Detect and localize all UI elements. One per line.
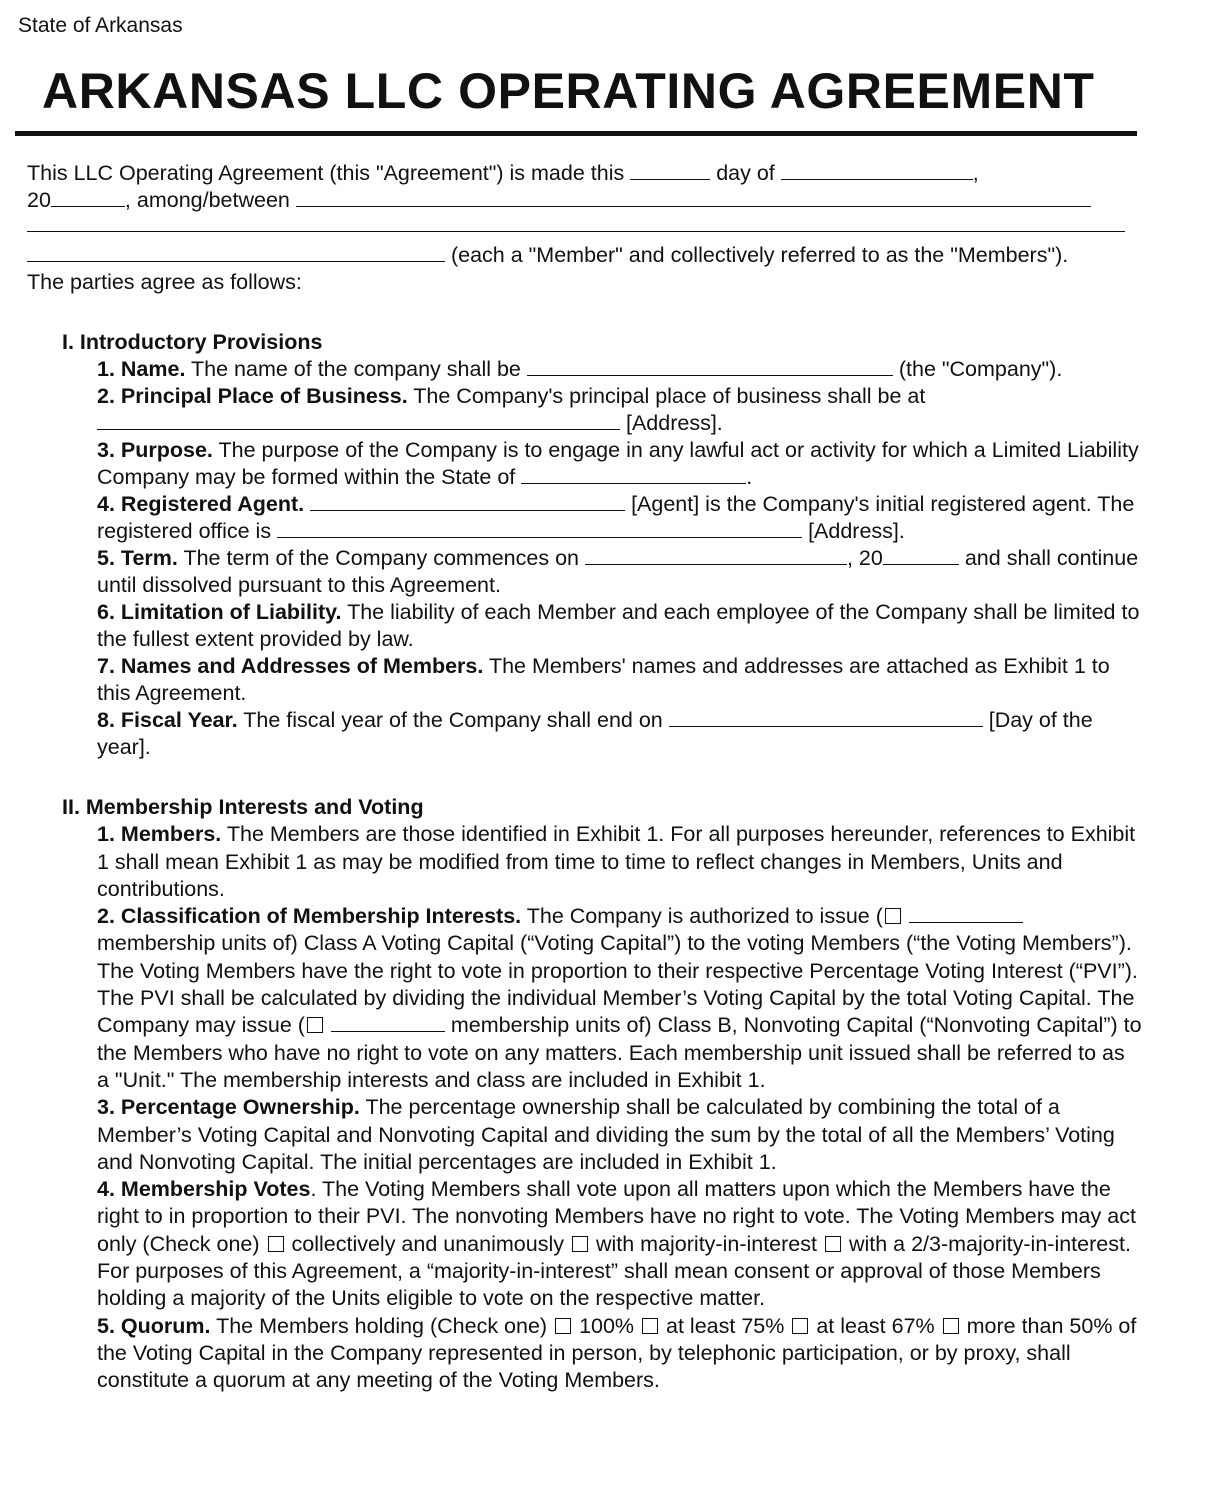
company-name-field[interactable] [527,357,893,376]
option-label: more than 50% of the Voting Capital in the Company represented in person, by telephonic participation, or by proxy, shall constitute a quorum at any meeting of the Voting Members. [97,1313,1137,1393]
checkbox[interactable] [307,1017,323,1033]
item-text: (the "Company"). [898,357,1063,381]
section-heading: II. Membership Interests and Voting [62,795,424,819]
term-year-field[interactable] [883,546,959,565]
state-field[interactable] [521,465,746,484]
state-label: State of Arkansas [18,14,183,37]
item-text: The fiscal year of the Company shall end on [243,708,663,732]
list-item [97,437,1142,491]
checkbox-75[interactable] [642,1318,658,1334]
intro-text: , [972,161,979,185]
class-b-units-field[interactable] [331,1013,445,1032]
item-text: membership units of) Class A Voting Capital (“Voting Capital”) to the voting Members (“the Voting Members”). The Voting Members have the right to vote in proportion to their respective Percentage Voting Interest (“PVI”). The PVI shall be calculated by dividing the individual Member’s Voting Capital by the total Voting Capital. The Company may issue ( [97,931,1138,1038]
item-label: 3. Purpose. [97,438,213,462]
item-label: 1. Members. [97,822,222,847]
business-address-field[interactable] [97,411,620,430]
item-text: The Company's principal place of business shall be at [413,384,926,408]
section-heading: I. Introductory Provisions [62,330,323,354]
list-item [97,599,1142,653]
item-label: 8. Fiscal Year. [97,708,238,732]
list-item [97,1094,1142,1176]
term-date-field[interactable] [585,546,847,565]
intro-text: (each a "Member" and collectively referred to as the "Members"). [450,243,1069,267]
fiscal-year-field[interactable] [669,708,983,727]
item-text: , 20 [846,546,883,570]
option-label: 100% [579,1313,635,1338]
item-text: . [746,465,753,489]
list-item [97,1176,1142,1312]
parties-field-line2[interactable] [27,214,1125,232]
item-text: The term of the Company commences on [183,546,579,570]
section-introductory-provisions [62,329,1142,761]
item-text: The Company is authorized to issue ( [526,904,883,929]
list-item [97,1313,1142,1395]
checkbox-100[interactable] [555,1318,571,1334]
item-text: The Members' names and addresses are attached as Exhibit 1 to this Agreement. [97,654,1110,705]
item-text: [Address]. [625,411,723,435]
year-field[interactable] [51,188,125,207]
item-label: 3. Percentage Ownership. [97,1095,360,1120]
item-text: The purpose of the Company is to engage in any lawful act or activity for which a Limited Liability Company may be formed within the State of [97,438,1139,489]
item-label: 6. Limitation of Liability. [97,600,342,624]
list-item [97,903,1142,1094]
option-label: with a 2/3-majority-in-interest. For purposes of this Agreement, a “majority-in-interest” shall mean consent or approval of those Members holding a majority of the Units eligible to vote on the respective matter. [97,1231,1131,1311]
parties-field[interactable] [296,188,1091,207]
list-item [97,356,1142,383]
section-membership-interests [62,794,1142,1395]
item-text: [Day of the year]. [97,708,1093,759]
option-label: with majority-in-interest [595,1231,817,1256]
intro-text: , among/between [124,188,290,212]
option-label: collectively and unanimously [291,1231,564,1256]
office-address-field[interactable] [277,519,802,538]
intro-text: This LLC Operating Agreement (this "Agreement") is made this [27,161,625,185]
checkbox-majority[interactable] [572,1236,588,1252]
title-rule [15,131,1137,136]
checkbox[interactable] [885,908,901,924]
item-label: 1. Name. [97,357,186,381]
intro-paragraph [27,160,1137,296]
document-title: ARKANSAS LLC OPERATING AGREEMENT [42,63,1095,119]
item-label: 7. Names and Addresses of Members. [97,654,484,678]
list-item [97,383,1142,437]
agent-field[interactable] [310,492,625,511]
list-item [97,545,1142,599]
list-item [97,707,1142,761]
option-label: at least 75% [666,1313,785,1338]
month-field[interactable] [781,161,973,180]
item-label: 4. Registered Agent. [97,492,305,516]
item-label: 5. Term. [97,546,178,570]
item-text: The Members holding (Check one) [216,1313,548,1338]
item-text: [Address]. [808,519,905,543]
item-text: [Agent] is the Company's initial registered agent. The registered office is [97,492,1135,543]
intro-text: The parties agree as follows: [27,270,302,294]
class-a-units-field[interactable] [909,904,1023,923]
checkbox-67[interactable] [792,1318,808,1334]
checkbox-50[interactable] [943,1318,959,1334]
item-text: The percentage ownership shall be calculated by combining the total of a Member’s Voting Capital and Nonvoting Capital and dividing the sum by the total of all the Members’ Voting and Nonvoting Capital. The initial percentages are included in Exhibit 1. [97,1095,1115,1174]
item-label: 5. Quorum. [97,1313,211,1338]
item-text: . The Voting Members shall vote upon all matters upon which the Members have the right to in proportion to their PVI. The nonvoting Members have no right to vote. The Voting Members may act only (Check one) [97,1177,1136,1256]
list-item [97,653,1142,707]
checkbox-unanimous[interactable] [268,1236,284,1252]
option-label: at least 67% [816,1313,935,1338]
list-item [97,821,1142,903]
checkbox-two-thirds[interactable] [825,1236,841,1252]
intro-text: 20 [27,188,51,212]
item-label: 2. Principal Place of Business. [97,384,408,408]
parties-field-line3[interactable] [27,243,445,262]
item-text: The name of the company shall be [191,357,521,381]
item-label: 2. Classification of Membership Interests. [97,904,522,929]
item-text: The liability of each Member and each employee of the Company shall be limited to the fullest extent provided by law. [97,600,1140,651]
intro-text: day of [716,161,775,185]
list-item [97,491,1142,545]
item-text: The Members are those identified in Exhibit 1. For all purposes hereunder, references to Exhibit 1 shall mean Exhibit 1 as may be modified from time to time to reflect changes in Members, Units and contributions. [97,822,1136,901]
item-label: 4. Membership Votes [97,1177,311,1202]
day-field[interactable] [630,161,710,180]
item-text: and shall continue until dissolved pursuant to this Agreement. [97,546,1139,597]
item-text: membership units of) Class B, Nonvoting Capital (“Nonvoting Capital”) to the Members who have no right to vote on any matters. Each membership unit issued shall be referred to as a "Unit." The membership interests and class are included in Exhibit 1. [97,1013,1142,1092]
